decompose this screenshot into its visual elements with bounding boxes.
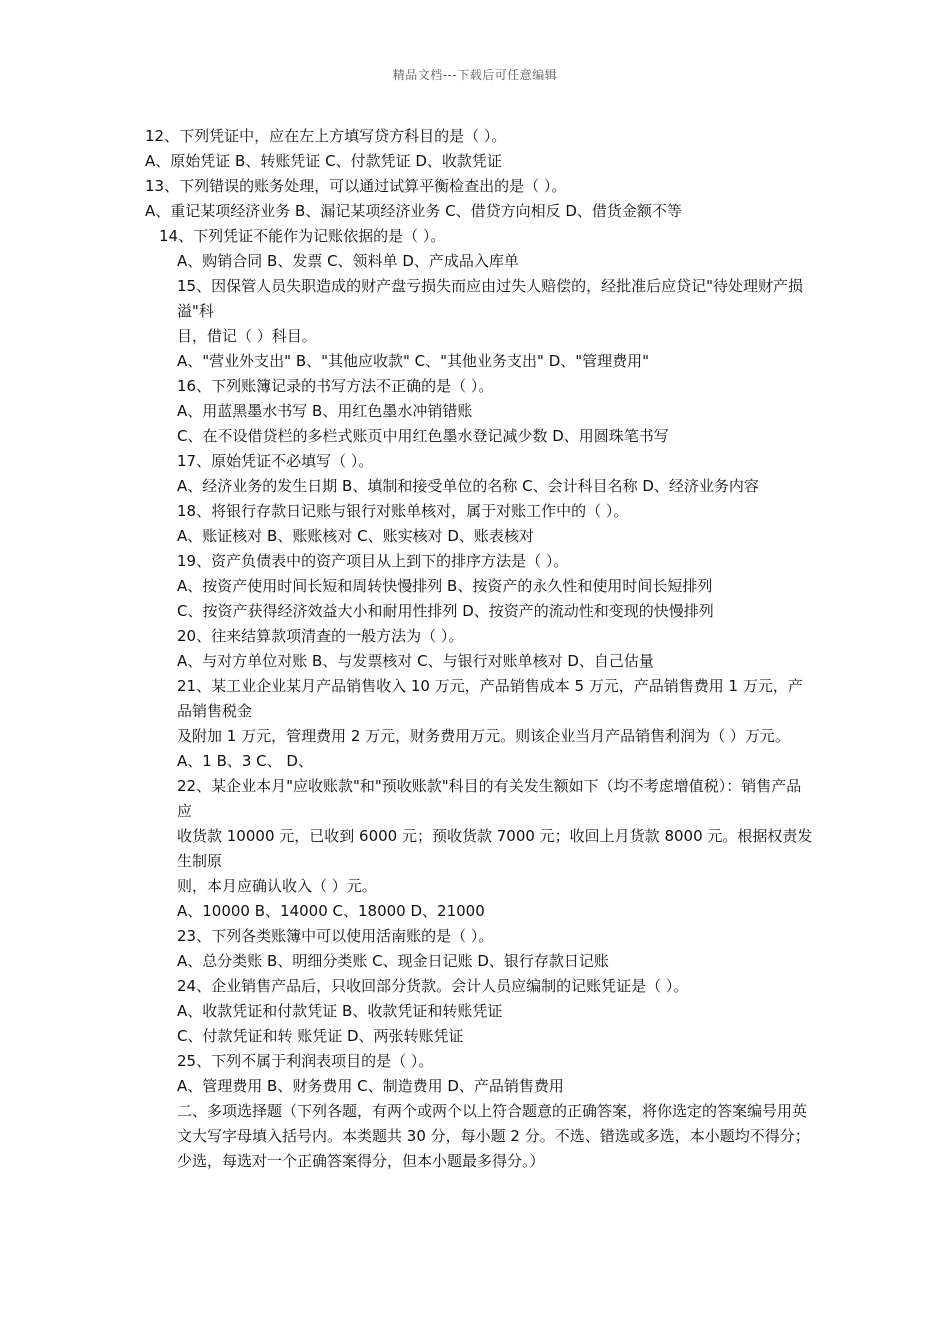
text-line: 20、往来结算款项清查的一般方法为（ ）。 [177,627,464,645]
text-line: 24、企业销售产品后，只收回部分货款。会计人员应编制的记账凭证是（ ）。 [177,977,689,995]
text-line: 则，本月应确认收入（ ）元。 [177,877,377,895]
text-line: A、重记某项经济业务 B、漏记某项经济业务 C、借贷方向相反 D、借货金额不等 [145,202,682,220]
text-line: A、账证核对 B、账账核对 C、账实核对 D、账表核对 [177,527,534,545]
text-line: A、10000 B、14000 C、18000 D、21000 [177,902,485,920]
text-line: 收货款 10000 元，已收到 6000 元；预收货款 7000 元；收回上月货款 8000 元。根据权责发生制原 [177,827,813,870]
text-line: 18、将银行存款日记账与银行对账单核对，属于对账工作中的（ ）。 [177,502,629,520]
page-header: 精品文档---下载后可任意编辑 [392,68,558,82]
text-line: A、购销合同 B、发票 C、领料单 D、产成品入库单 [177,252,519,270]
text-line: A、"营业外支出" B、"其他应收款" C、"其他业务支出" D、"管理费用" [177,352,650,370]
text-line: 目，借记（ ）科目。 [177,327,317,345]
text-line: 及附加 1 万元，管理费用 2 万元，财务费用万元。则该企业当月产品销售利润为（ ）万元。 [177,727,790,745]
text-line: A、管理费用 B、财务费用 C、制造费用 D、产品销售费用 [177,1077,564,1095]
document-body [145,124,813,1174]
text-line: A、经济业务的发生日期 B、填制和接受单位的名称 C、会计科目名称 D、经济业务内容 [177,477,759,495]
text-line: 17、原始凭证不必填写（ ）。 [177,452,374,470]
text-line: 19、资产负债表中的资产项目从上到下的排序方法是（ ）。 [177,552,569,570]
text-line: 15、因保管人员失职造成的财产盘亏损失而应由过失人赔偿的，经批准后应贷记"待处理财产损溢"科 [177,277,803,320]
text-line: C、在不设借贷栏的多栏式账页中用红色墨水登记减少数 D、用圆珠笔书写 [177,427,669,445]
text-line: A、按资产使用时间长短和周转快慢排列 B、按资产的永久性和使用时间长短排列 [177,577,713,595]
text-line: 二、多项选择题（下列各题，有两个或两个以上符合题意的正确答案，将你选定的答案编号用英文大写字母填入括号内。本类题共 30 分，每小题 2 分。不选、错选或多选，本小题均不得分；少选，每选对一个正确答案得分，但本小题最多得分。） [177,1102,810,1170]
text-line: 14、下列凭证不能作为记账依据的是（ ）。 [159,227,446,245]
text-line: 25、下列不属于利润表项目的是（ ）。 [177,1052,434,1070]
text-line: A、收款凭证和付款凭证 B、收款凭证和转账凭证 [177,1002,503,1020]
text-line: 16、下列账簿记录的书写方法不正确的是（ ）。 [177,377,494,395]
text-line: A、与对方单位对账 B、与发票核对 C、与银行对账单核对 D、自己估量 [177,652,654,670]
text-line: 23、下列各类账簿中可以使用活南账的是（ ）。 [177,927,494,945]
text-line: A、总分类账 B、明细分类账 C、现金日记账 D、银行存款日记账 [177,952,609,970]
text-line: 12、下列凭证中，应在左上方填写贷方科目的是（ ）。 [145,127,507,145]
text-line: 22、某企业本月"应收账款"和"预收账款"科目的有关发生额如下（均不考虑增值税）：销售产品应 [177,777,802,820]
text-line: A、原始凭证 B、转账凭证 C、付款凭证 D、收款凭证 [145,152,502,170]
text-line: 21、某工业企业某月产品销售收入 10 万元，产品销售成本 5 万元，产品销售费用 1 万元，产品销售税金 [177,677,803,720]
text-line: 13、下列错误的账务处理，可以通过试算平衡检查出的是（ ）。 [145,177,567,195]
text-line: A、用蓝黑墨水书写 B、用红色墨水冲销错账 [177,402,473,420]
text-line: C、按资产获得经济效益大小和耐用性排列 D、按资产的流动性和变现的快慢排列 [177,602,714,620]
text-line: A、1 B、3 C、 D、 [177,752,313,770]
text-line: C、付款凭证和转 账凭证 D、两张转账凭证 [177,1027,464,1045]
